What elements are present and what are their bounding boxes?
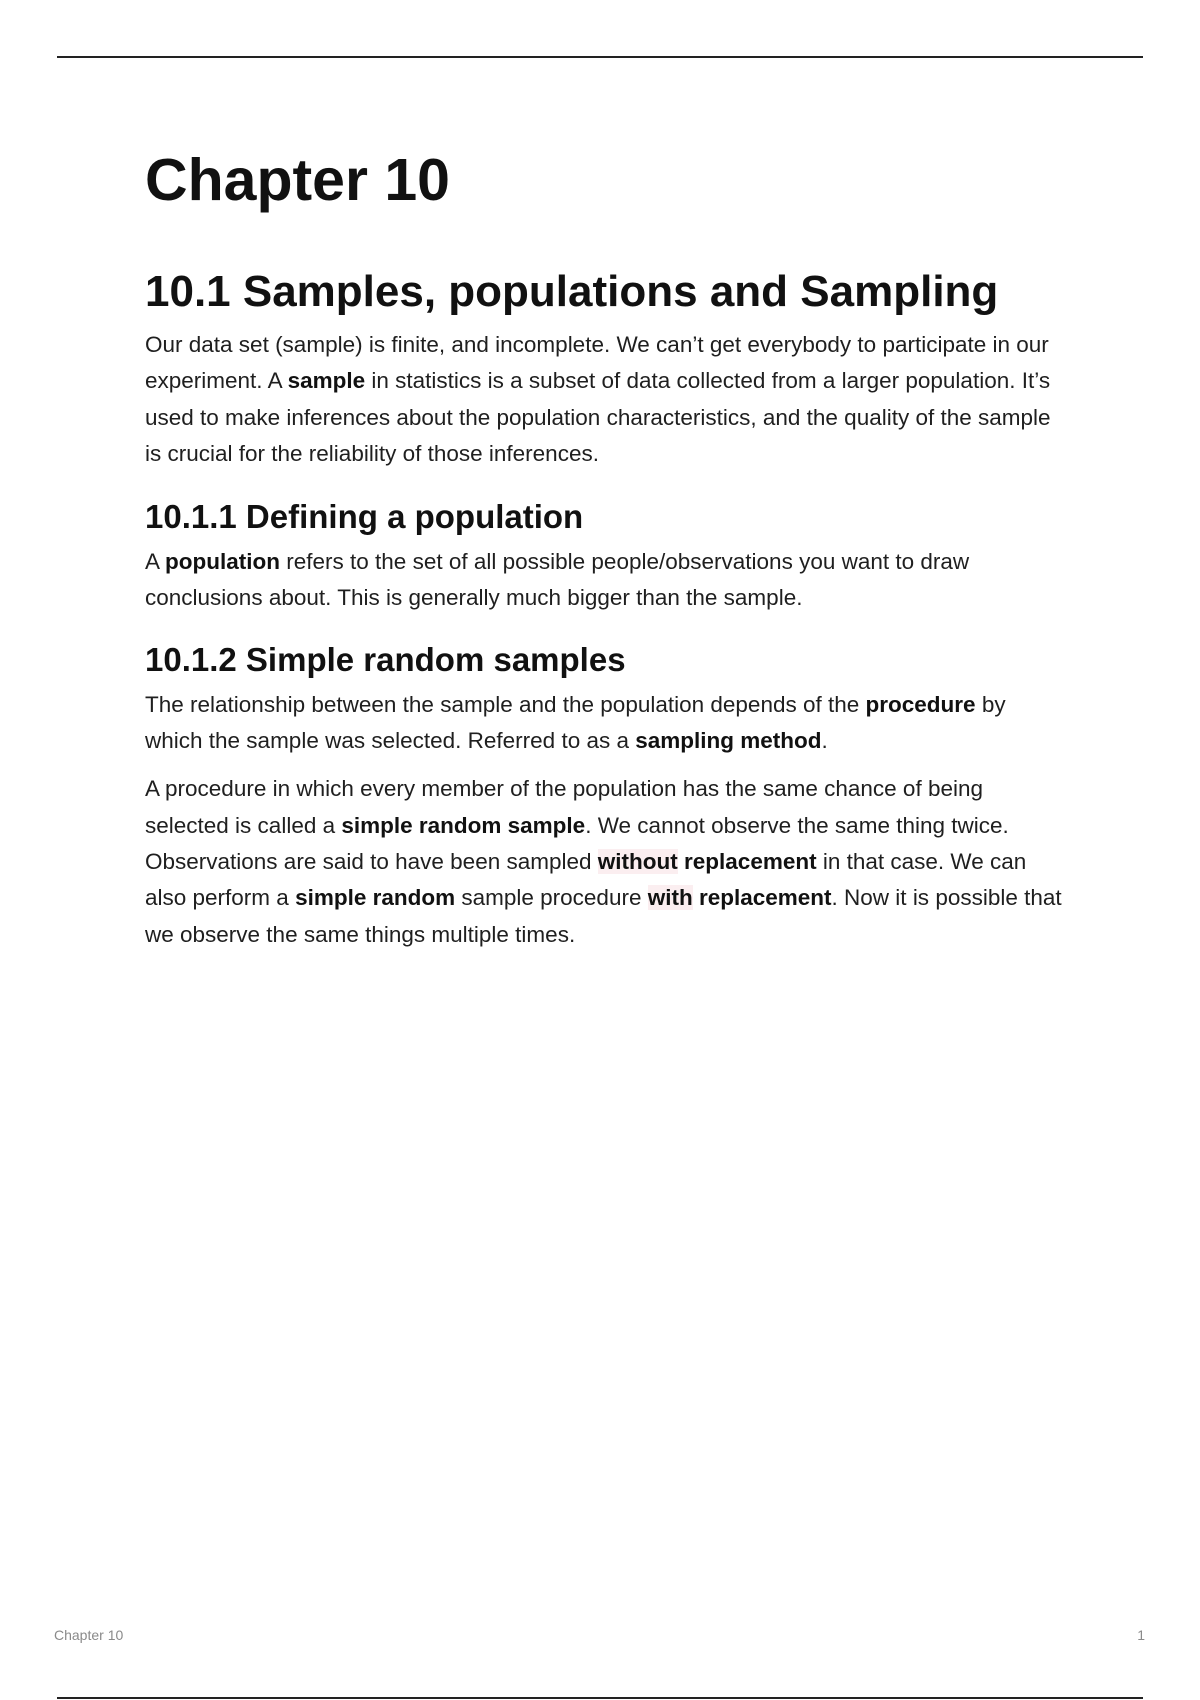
subsection-title-population: 10.1.1 Defining a population (145, 498, 584, 536)
term-sample: sample (287, 368, 366, 394)
intro-text-2: in statistics is a subset of data collected from a larger population. It’s used to make inferences about the population characteristics, and the quality of the sample is crucial for the reliability of those inferences. (145, 368, 1051, 466)
population-text-2: refers to the set of all possible people/observations you want to draw conclusions about. This is generally much bigger than the sample. (145, 549, 970, 611)
section-title: 10.1 Samples, populations and Sampling (145, 267, 999, 316)
term-procedure: procedure (865, 691, 976, 717)
section-intro-paragraph (145, 327, 1065, 472)
term-population: population (165, 549, 281, 575)
procedure-text-7: . Now it is possible that we observe the same things multiple times. (145, 885, 1062, 947)
chapter-title: Chapter 10 (145, 147, 450, 213)
population-paragraph (145, 544, 1065, 617)
term-simple-random-sample: simple random sample (341, 812, 586, 838)
intro-text-1: Our data set (sample) is finite, and incomplete. We can’t get everybody to participate in our experiment. A (145, 332, 1049, 394)
procedure-text-1: A procedure in which every member of the population has the same chance of being selected is called a (145, 776, 984, 838)
relationship-paragraph (145, 687, 1065, 760)
footer-page-number: 1 (1137, 1627, 1145, 1643)
relationship-text-1: The relationship between the sample and the population depends of the (145, 691, 866, 717)
procedure-text-2: . We cannot observe the same thing twice. Observations are said to have been sampled (145, 812, 1009, 874)
term-with: with (647, 885, 693, 911)
relationship-text-3: . (821, 728, 828, 754)
page-content (145, 135, 1065, 953)
footer-rule (57, 1697, 1143, 1699)
population-text-1: A (145, 549, 166, 575)
term-sampling-method: sampling method (635, 728, 822, 754)
procedure-text-5: sample procedure (455, 885, 648, 911)
header-rule (57, 56, 1143, 58)
term-replacement-2: replacement (698, 885, 832, 911)
procedure-text-4: in that case. We can also perform a (145, 848, 1027, 911)
relationship-text-2: by which the sample was selected. Referred to as a (145, 691, 1006, 754)
term-replacement-1: replacement (684, 848, 817, 874)
subsection-title-simple-random: 10.1.2 Simple random samples (145, 640, 626, 678)
footer-chapter-label: Chapter 10 (54, 1627, 124, 1643)
term-without: without (597, 848, 678, 874)
procedure-paragraph (145, 771, 1065, 952)
term-simple-random: simple random (295, 885, 456, 911)
